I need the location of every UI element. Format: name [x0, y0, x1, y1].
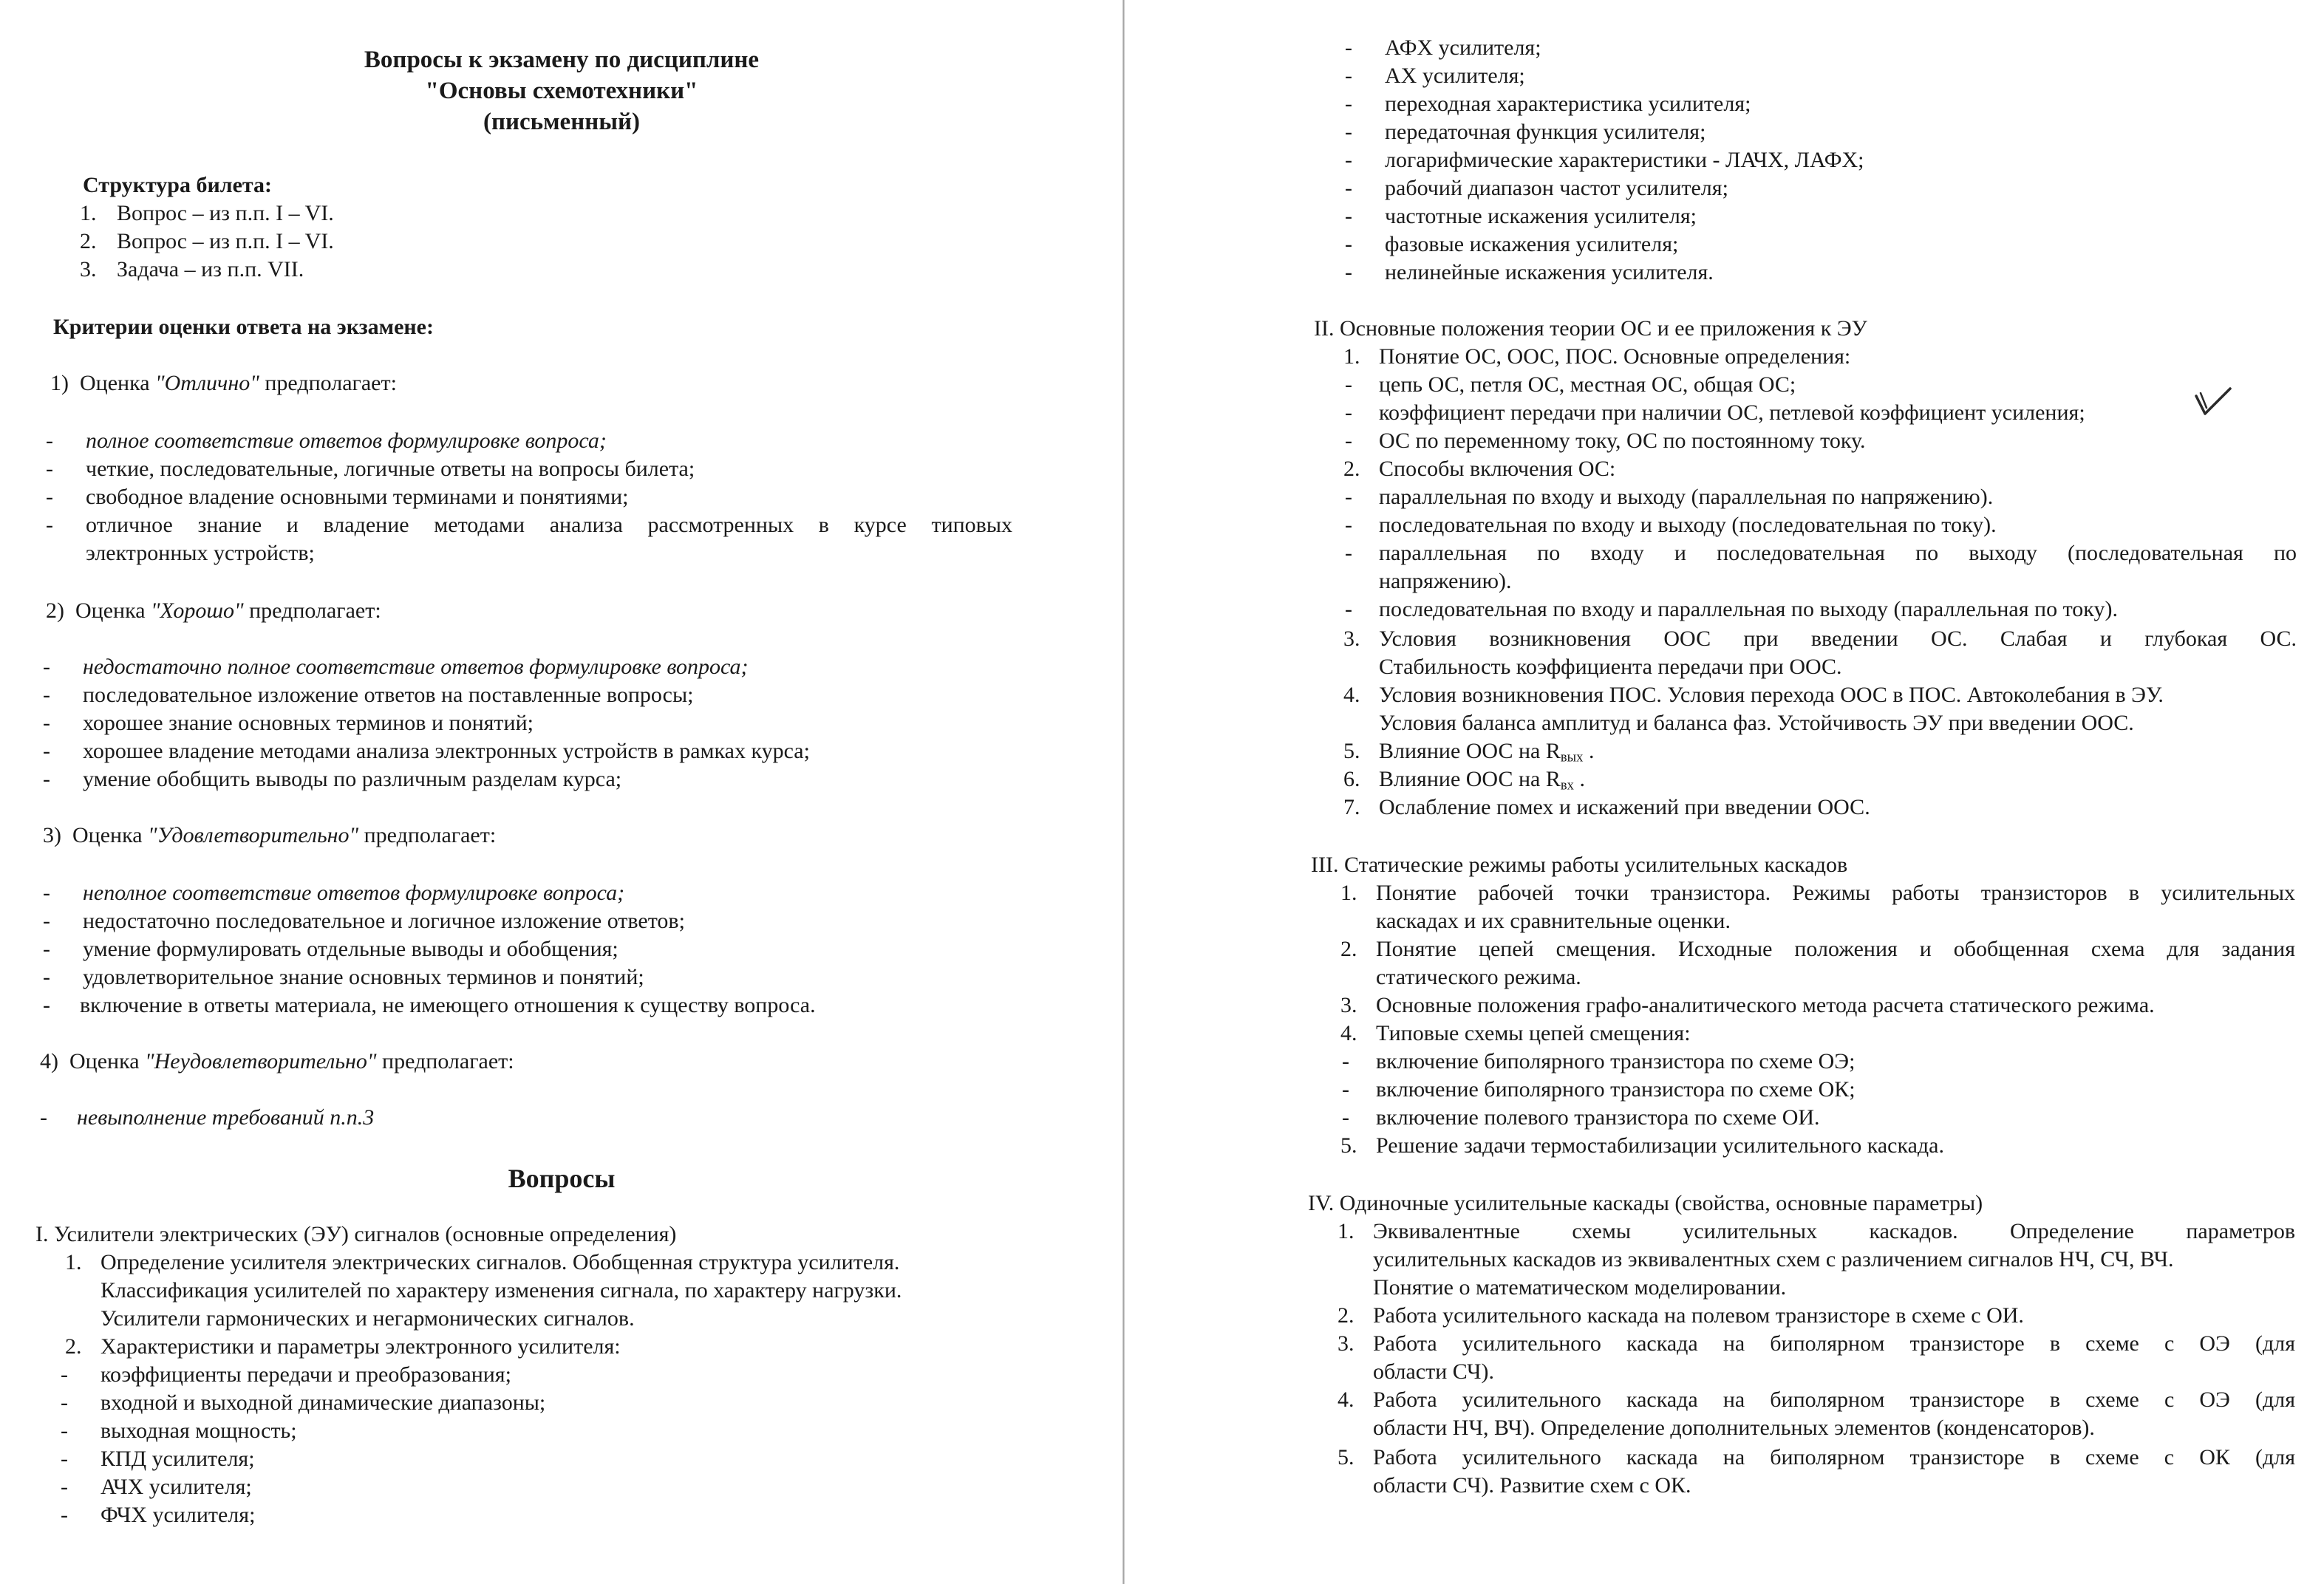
s1-q2-num: 2. — [65, 1334, 82, 1359]
grade-2-heading: 2) Оценка "Хорошо" предполагает: — [46, 598, 381, 623]
s3-q5: Решение задачи термостабилизации усилительного каскада. — [1376, 1133, 1944, 1158]
s2-num-7: 7. — [1343, 795, 1360, 819]
s4-q5-line-2: области СЧ). Развитие схем с ОК. — [1373, 1473, 1691, 1498]
dash: - — [40, 1105, 47, 1130]
s4-q5-line-1: Работа усилительного каскада на биполярном транзисторе в схеме с ОК (для — [1373, 1445, 2295, 1469]
dash: - — [1345, 485, 1352, 509]
dash: - — [46, 485, 53, 509]
dash: - — [1342, 1049, 1349, 1073]
s3-q1-line-1: Понятие рабочей точки транзистора. Режимы работы транзисторов в усилительных — [1376, 881, 2295, 905]
r-bullet-2: АХ усилителя; — [1385, 64, 1525, 88]
dash: - — [1345, 232, 1352, 256]
dash: - — [1345, 260, 1352, 284]
structure-num-3: 3. — [80, 257, 97, 281]
grade-1-item-3: свободное владение основными терминами и понятиями; — [86, 485, 629, 509]
grade-3-heading: 3) Оценка "Удовлетворительно" предполагает: — [43, 823, 497, 847]
grade-1-item-4-cont: электронных устройств; — [86, 541, 315, 565]
r-bullet-1: АФХ усилителя; — [1385, 35, 1541, 60]
dash: - — [43, 909, 50, 933]
dash: - — [61, 1362, 68, 1387]
dash: - — [43, 993, 50, 1017]
grade-2-item-4: хорошее владение методами анализа электронных устройств в рамках курса; — [83, 739, 810, 763]
s2-q2-bullet-4: последовательная по входу и параллельная по выходу (параллельная по току). — [1379, 597, 2118, 621]
s4-num-4: 4. — [1338, 1387, 1354, 1412]
s3-num-1: 1. — [1340, 881, 1357, 905]
s4-num-3: 3. — [1338, 1331, 1354, 1356]
s2-q1: Понятие ОС, ООС, ПОС. Основные определения: — [1379, 344, 1851, 369]
s3-q2-line-1: Понятие цепей смещения. Исходные положения и обобщенная схема для задания — [1376, 937, 2295, 961]
s3-q2-line-2: статического режима. — [1376, 965, 1581, 989]
s1-bullet-3: выходная мощность; — [100, 1419, 297, 1443]
dash: - — [1342, 1105, 1349, 1130]
grade-3-item-3: умение формулировать отдельные выводы и обобщения; — [83, 937, 619, 961]
doc-title-line-2: "Основы схемотехники" — [425, 78, 698, 104]
s1-bullet-1: коэффициенты передачи и преобразования; — [100, 1362, 511, 1387]
doc-title-line-3: (письменный) — [483, 109, 641, 135]
structure-num-2: 2. — [80, 229, 97, 253]
structure-item-3: Задача – из п.п. VII. — [117, 257, 304, 281]
dash: - — [43, 937, 50, 961]
s3-num-2: 2. — [1340, 937, 1357, 961]
s2-num-3: 3. — [1343, 627, 1360, 651]
grade-2-item-3: хорошее знание основных терминов и понятий; — [83, 711, 534, 735]
section-3-heading: III. Статические режимы работы усилительных каскадов — [1311, 853, 1848, 877]
s4-q2: Работа усилительного каскада на полевом транзисторе в схеме с ОИ. — [1373, 1303, 2024, 1328]
grade-1-item-4: отличное знание и владение методами анализа рассмотренных в курсе типовых — [86, 513, 1012, 537]
s1-q2: Характеристики и параметры электронного усилителя: — [100, 1334, 621, 1359]
dash: - — [43, 767, 50, 791]
s2-q4-line-1: Условия возникновения ПОС. Условия перехода ООС в ПОС. Автоколебания в ЭУ. — [1379, 683, 2164, 707]
s2-num-4: 4. — [1343, 683, 1360, 707]
section-2-heading: II. Основные положения теории ОС и ее приложения к ЭУ — [1314, 316, 1867, 341]
s2-q7: Ослабление помех и искажений при введении ООС. — [1379, 795, 1870, 819]
grade-3-item-2: недостаточно последовательное и логичное изложение ответов; — [83, 909, 685, 933]
s4-q3-line-1: Работа усилительного каскада на биполярном транзисторе в схеме с ОЭ (для — [1373, 1331, 2295, 1356]
grade-2-item-1: недостаточно полное соответствие ответов формулировке вопроса; — [83, 655, 749, 679]
dash: - — [1345, 429, 1352, 453]
dash: - — [61, 1390, 68, 1415]
dash: - — [1345, 597, 1352, 621]
section-4-heading: IV. Одиночные усилительные каскады (свойства, основные параметры) — [1308, 1191, 1983, 1215]
s4-num-2: 2. — [1338, 1303, 1354, 1328]
dash: - — [1345, 148, 1352, 172]
s3-q4-bullet-3: включение полевого транзистора по схеме ОИ. — [1376, 1105, 1820, 1130]
grade-4-item-1: невыполнение требований п.п.3 — [77, 1105, 375, 1130]
section-1-heading: I. Усилители электрических (ЭУ) сигналов (основные определения) — [35, 1222, 677, 1246]
dash: - — [46, 513, 53, 537]
s4-num-1: 1. — [1338, 1219, 1354, 1243]
r-bullet-4: передаточная функция усилителя; — [1385, 120, 1706, 144]
dash: - — [61, 1447, 68, 1471]
dash: - — [61, 1475, 68, 1499]
dash: - — [1345, 204, 1352, 228]
dash: - — [1345, 120, 1352, 144]
s2-q2: Способы включения ОС: — [1379, 457, 1616, 481]
r-bullet-9: нелинейные искажения усилителя. — [1385, 260, 1714, 284]
s1-q1-num: 1. — [65, 1250, 82, 1274]
structure-num-1: 1. — [80, 201, 97, 225]
dash: - — [1345, 92, 1352, 116]
s2-q2-bullet-2: последовательная по входу и выходу (последовательная по току). — [1379, 513, 1997, 537]
s3-q3: Основные положения графо-аналитического метода расчета статического режима. — [1376, 993, 2155, 1017]
dash: - — [46, 429, 53, 453]
grade-2-item-5: умение обобщить выводы по различным разделам курса; — [83, 767, 622, 791]
s4-q3-line-2: области СЧ). — [1373, 1359, 1495, 1384]
s4-q1-line-3: Понятие о математическом моделировании. — [1373, 1275, 1787, 1300]
dash: - — [1345, 372, 1352, 397]
grade-3-item-4: удовлетворительное знание основных терминов и понятий; — [83, 965, 644, 989]
left-page — [0, 0, 1123, 1584]
dash: - — [43, 965, 50, 989]
grade-1-item-1: полное соответствие ответов формулировке вопроса; — [86, 429, 607, 453]
dash: - — [43, 683, 50, 707]
s1-bullet-5: АЧХ усилителя; — [100, 1475, 252, 1499]
grade-1-heading: 1) Оценка "Отлично" предполагает: — [50, 371, 397, 395]
s2-q4-line-2: Условия баланса амплитуд и баланса фаз. Устойчивость ЭУ при введении ООС. — [1379, 711, 2134, 735]
dash: - — [1345, 35, 1352, 60]
dash: - — [46, 457, 53, 481]
s3-q4: Типовые схемы цепей смещения: — [1376, 1021, 1691, 1045]
dash: - — [43, 711, 50, 735]
s2-q5: Влияние ООС на $R_{вых}$ . — [1379, 739, 1595, 765]
s2-q2-bullet-1: параллельная по входу и выходу (параллельная по напряжению). — [1379, 485, 1994, 509]
grade-4-heading: 4) Оценка "Неудовлетворительно" предполагает: — [40, 1049, 514, 1073]
s2-num-1: 1. — [1343, 344, 1360, 369]
r-bullet-8: фазовые искажения усилителя; — [1385, 232, 1679, 256]
s3-num-3: 3. — [1340, 993, 1357, 1017]
right-page — [1131, 0, 2324, 1584]
questions-heading: Вопросы — [508, 1164, 616, 1193]
criteria-heading: Критерии оценки ответа на экзамене: — [53, 315, 434, 339]
dash: - — [43, 881, 50, 905]
structure-item-2: Вопрос – из п.п. I – VI. — [117, 229, 334, 253]
grade-3-item-1: неполное соответствие ответов формулировке вопроса; — [83, 881, 625, 905]
s3-q4-bullet-2: включение биполярного транзистора по схеме ОК; — [1376, 1077, 1856, 1102]
dash: - — [1345, 400, 1352, 425]
dash: - — [43, 655, 50, 679]
s2-q1-bullet-2: коэффициент передачи при наличии ОС, петлевой коэффициент усиления; — [1379, 400, 2085, 425]
dash: - — [61, 1419, 68, 1443]
s1-q1-line-1: Определение усилителя электрических сигналов. Обобщенная структура усилителя. — [100, 1250, 900, 1274]
s2-q2-bullet-3-cont: напряжению). — [1379, 569, 1512, 593]
grade-2-item-2: последовательное изложение ответов на поставленные вопросы; — [83, 683, 694, 707]
page-divider — [1122, 0, 1125, 1584]
structure-item-1: Вопрос – из п.п. I – VI. — [117, 201, 334, 225]
handwritten-check-icon — [2193, 386, 2233, 418]
s3-num-4: 4. — [1340, 1021, 1357, 1045]
s4-q1-line-1: Эквивалентные схемы усилительных каскадов. Определение параметров — [1373, 1219, 2295, 1243]
s2-q6: Влияние ООС на $R_{вх}$ . — [1379, 767, 1585, 793]
r-bullet-7: частотные искажения усилителя; — [1385, 204, 1697, 228]
s4-q4-line-2: области НЧ, ВЧ). Определение дополнительных элементов (конденсаторов). — [1373, 1416, 2095, 1440]
s2-num-2: 2. — [1343, 457, 1360, 481]
s2-num-5: 5. — [1343, 739, 1360, 763]
s2-q2-bullet-3: параллельная по входу и последовательная по выходу (последовательная по — [1379, 541, 2297, 565]
doc-title-line-1: Вопросы к экзамену по дисциплине — [364, 47, 760, 73]
r-bullet-3: переходная характеристика усилителя; — [1385, 92, 1751, 116]
s2-num-6: 6. — [1343, 767, 1360, 791]
s2-q1-bullet-1: цепь ОС, петля ОС, местная ОС, общая ОС; — [1379, 372, 1796, 397]
s1-q1-line-3: Усилители гармонических и негармонических сигналов. — [100, 1306, 635, 1331]
r-bullet-6: рабочий диапазон частот усилителя; — [1385, 176, 1728, 200]
s2-q3-line-2: Стабильность коэффициента передачи при ООС. — [1379, 655, 1842, 679]
dash: - — [1345, 513, 1352, 537]
s3-q4-bullet-1: включение биполярного транзистора по схеме ОЭ; — [1376, 1049, 1856, 1073]
s3-num-5: 5. — [1340, 1133, 1357, 1158]
grade-3-item-5: включение в ответы материала, не имеющего отношения к существу вопроса. — [80, 993, 816, 1017]
s1-bullet-2: входной и выходной динамические диапазоны; — [100, 1390, 546, 1415]
s3-q1-line-2: каскадах и их сравнительные оценки. — [1376, 909, 1731, 933]
s2-q3-line-1: Условия возникновения ООС при введении ОС. Слабая и глубокая ОС. — [1379, 627, 2297, 651]
s2-q1-bullet-3: ОС по переменному току, ОС по постоянному току. — [1379, 429, 1866, 453]
grade-1-item-2: четкие, последовательные, логичные ответы на вопросы билета; — [86, 457, 695, 481]
dash: - — [1345, 64, 1352, 88]
dash: - — [43, 739, 50, 763]
structure-heading: Структура билета: — [83, 173, 272, 197]
s1-q1-line-2: Классификация усилителей по характеру изменения сигнала, по характеру нагрузки. — [100, 1278, 902, 1303]
s4-q4-line-1: Работа усилительного каскада на биполярном транзисторе в схеме с ОЭ (для — [1373, 1387, 2295, 1412]
s1-bullet-4: КПД усилителя; — [100, 1447, 255, 1471]
s1-bullet-6: ФЧХ усилителя; — [100, 1503, 256, 1527]
s4-num-5: 5. — [1338, 1445, 1354, 1469]
dash: - — [1345, 176, 1352, 200]
dash: - — [61, 1503, 68, 1527]
r-bullet-5: логарифмические характеристики - ЛАЧХ, ЛАФХ; — [1385, 148, 1864, 172]
dash: - — [1345, 541, 1352, 565]
s4-q1-line-2: усилительных каскадов из эквивалентных схем с различением сигналов НЧ, СЧ, ВЧ. — [1373, 1247, 2174, 1271]
dash: - — [1342, 1077, 1349, 1102]
